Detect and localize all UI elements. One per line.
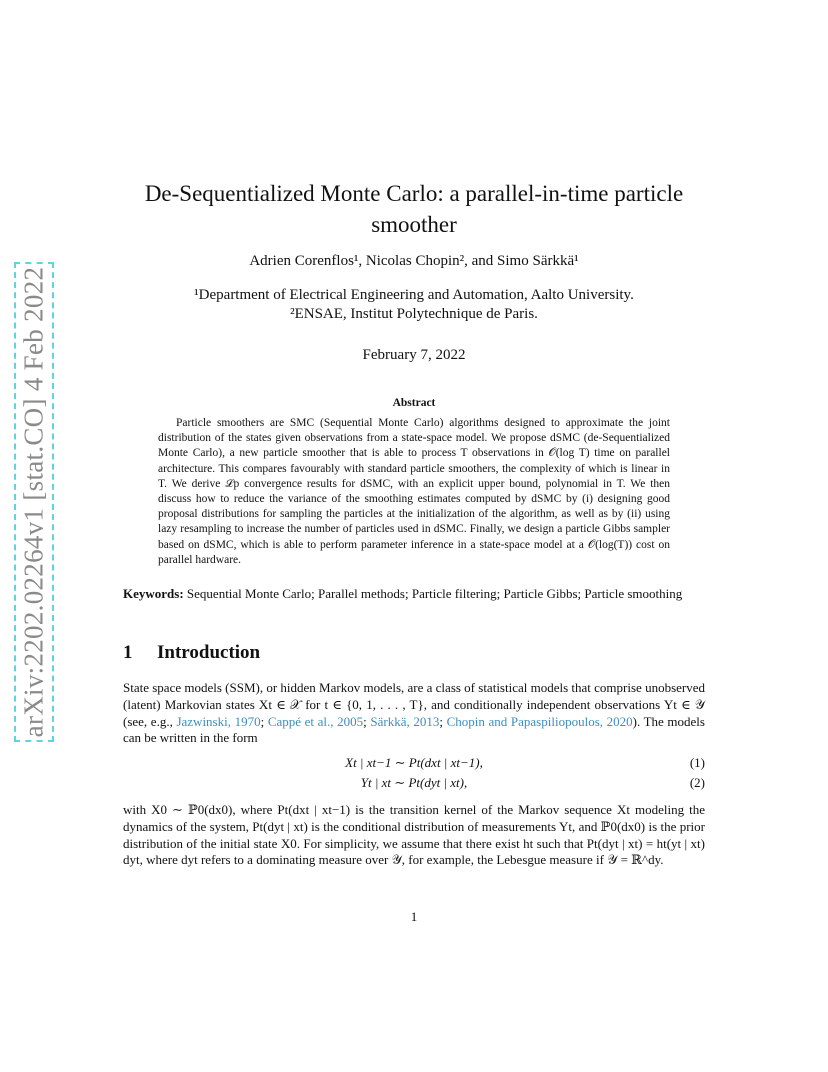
citation-link[interactable]: Jazwinski, 1970 [176,713,261,729]
equation-body: Xt | xt−1 ∼ Pt(dxt | xt−1), [345,755,483,770]
citation-link[interactable]: Särkkä, 2013 [370,713,440,729]
arxiv-side-stamp [14,262,54,742]
citation-link[interactable]: Chopin and Papaspiliopoulos, 2020 [446,713,633,729]
intro-paragraph-1 [123,680,705,747]
keywords [123,586,705,603]
section-heading [123,642,260,664]
citation-separator: ; [260,713,268,729]
author-list: Adrien Corenflos¹, Nicolas Chopin², and Simo Särkkä¹ [249,253,579,269]
paper-title: De-Sequentialized Monte Carlo: a parallel-in-time particle smoother [144,181,684,237]
equation-number: (2) [689,775,705,790]
equation-body: Yt | xt ∼ Pt(dyt | xt), [360,775,468,790]
section-title: Introduction [157,642,261,663]
abstract-text: Particle smoothers are SMC (Sequential Monte Carlo) algorithms designed to approximate the joint distribution of the states given observations from a state-space model. We propose dSMC (de-Sequentialized Monte Carlo), a new particle smoother that is able to process T observations in 𝒪(log T) time on parallel architecture. This compares favourably with standard particle smoothers, the complexity of which is linear in T. We derive ℒp convergence results for dSMC, with an explicit upper bound, polynomial in T. We then discuss how to reduce the variance of the smoothing estimates computed by dSMC by (i) designing good proposal distributions for sampling the particles at the initialization of the algorithm, as well as by (ii) using lazy resampling to increase the number of particles used in dSMC. Finally, we design a particle Gibbs sampler based on dSMC, which is able to perform parameter inference in a state-space model at a 𝒪(log(T)) cost on parallel hardware. [158,417,670,566]
citation-link[interactable]: Cappé et al., 2005 [267,713,364,729]
affiliation-1: ¹Department of Electrical Engineering and Automation, Aalto University. [194,287,634,303]
intro-text: ). The models can be written in the form [123,713,705,746]
section-number: 1 [123,642,133,663]
abstract-heading: Abstract [392,397,436,409]
intro-text: State space models (SSM), or hidden Markov models, are a class of statistical models that comprise unobserved (latent) Markovian states Xt ∈ 𝒳 for t ∈ {0, 1, . . . , T}, and conditionally independent observations Yt ∈ 𝒴 (see, e.g., [123,680,705,729]
keywords-label: Keywords: [123,586,184,601]
citation-separator: ; [439,713,447,729]
keywords-text: Sequential Monte Carlo; Parallel methods; Particle filtering; Particle Gibbs; Particle smoothing [186,586,683,601]
intro-paragraph-2: with X0 ∼ ℙ0(dx0), where Pt(dxt | xt−1) is the transition kernel of the Markov sequence Xt modeling the dynamics of the system, Pt(dyt | xt) is the conditional distribution of measurements Yt, and ℙ0(dx0) is the prior distribution of the initial state X0. For simplicity, we assume that there exist ht such that Pt(dyt | xt) = ht(yt | xt) dyt, where dyt refers to a dominating measure over 𝒴, for example, the Lebesgue measure if 𝒴 = ℝ^dy. [123,802,705,868]
affiliation-2: ²ENSAE, Institut Polytechnique de Paris. [290,306,538,322]
page-number: 1 [410,909,418,924]
equation-number: (1) [689,755,705,770]
citation-separator: ; [363,713,371,729]
arxiv-identifier: arXiv:2202.02264v1 [stat.CO] 4 Feb 2022 [18,266,49,738]
paper-date: February 7, 2022 [362,347,466,363]
affiliations [100,286,728,324]
